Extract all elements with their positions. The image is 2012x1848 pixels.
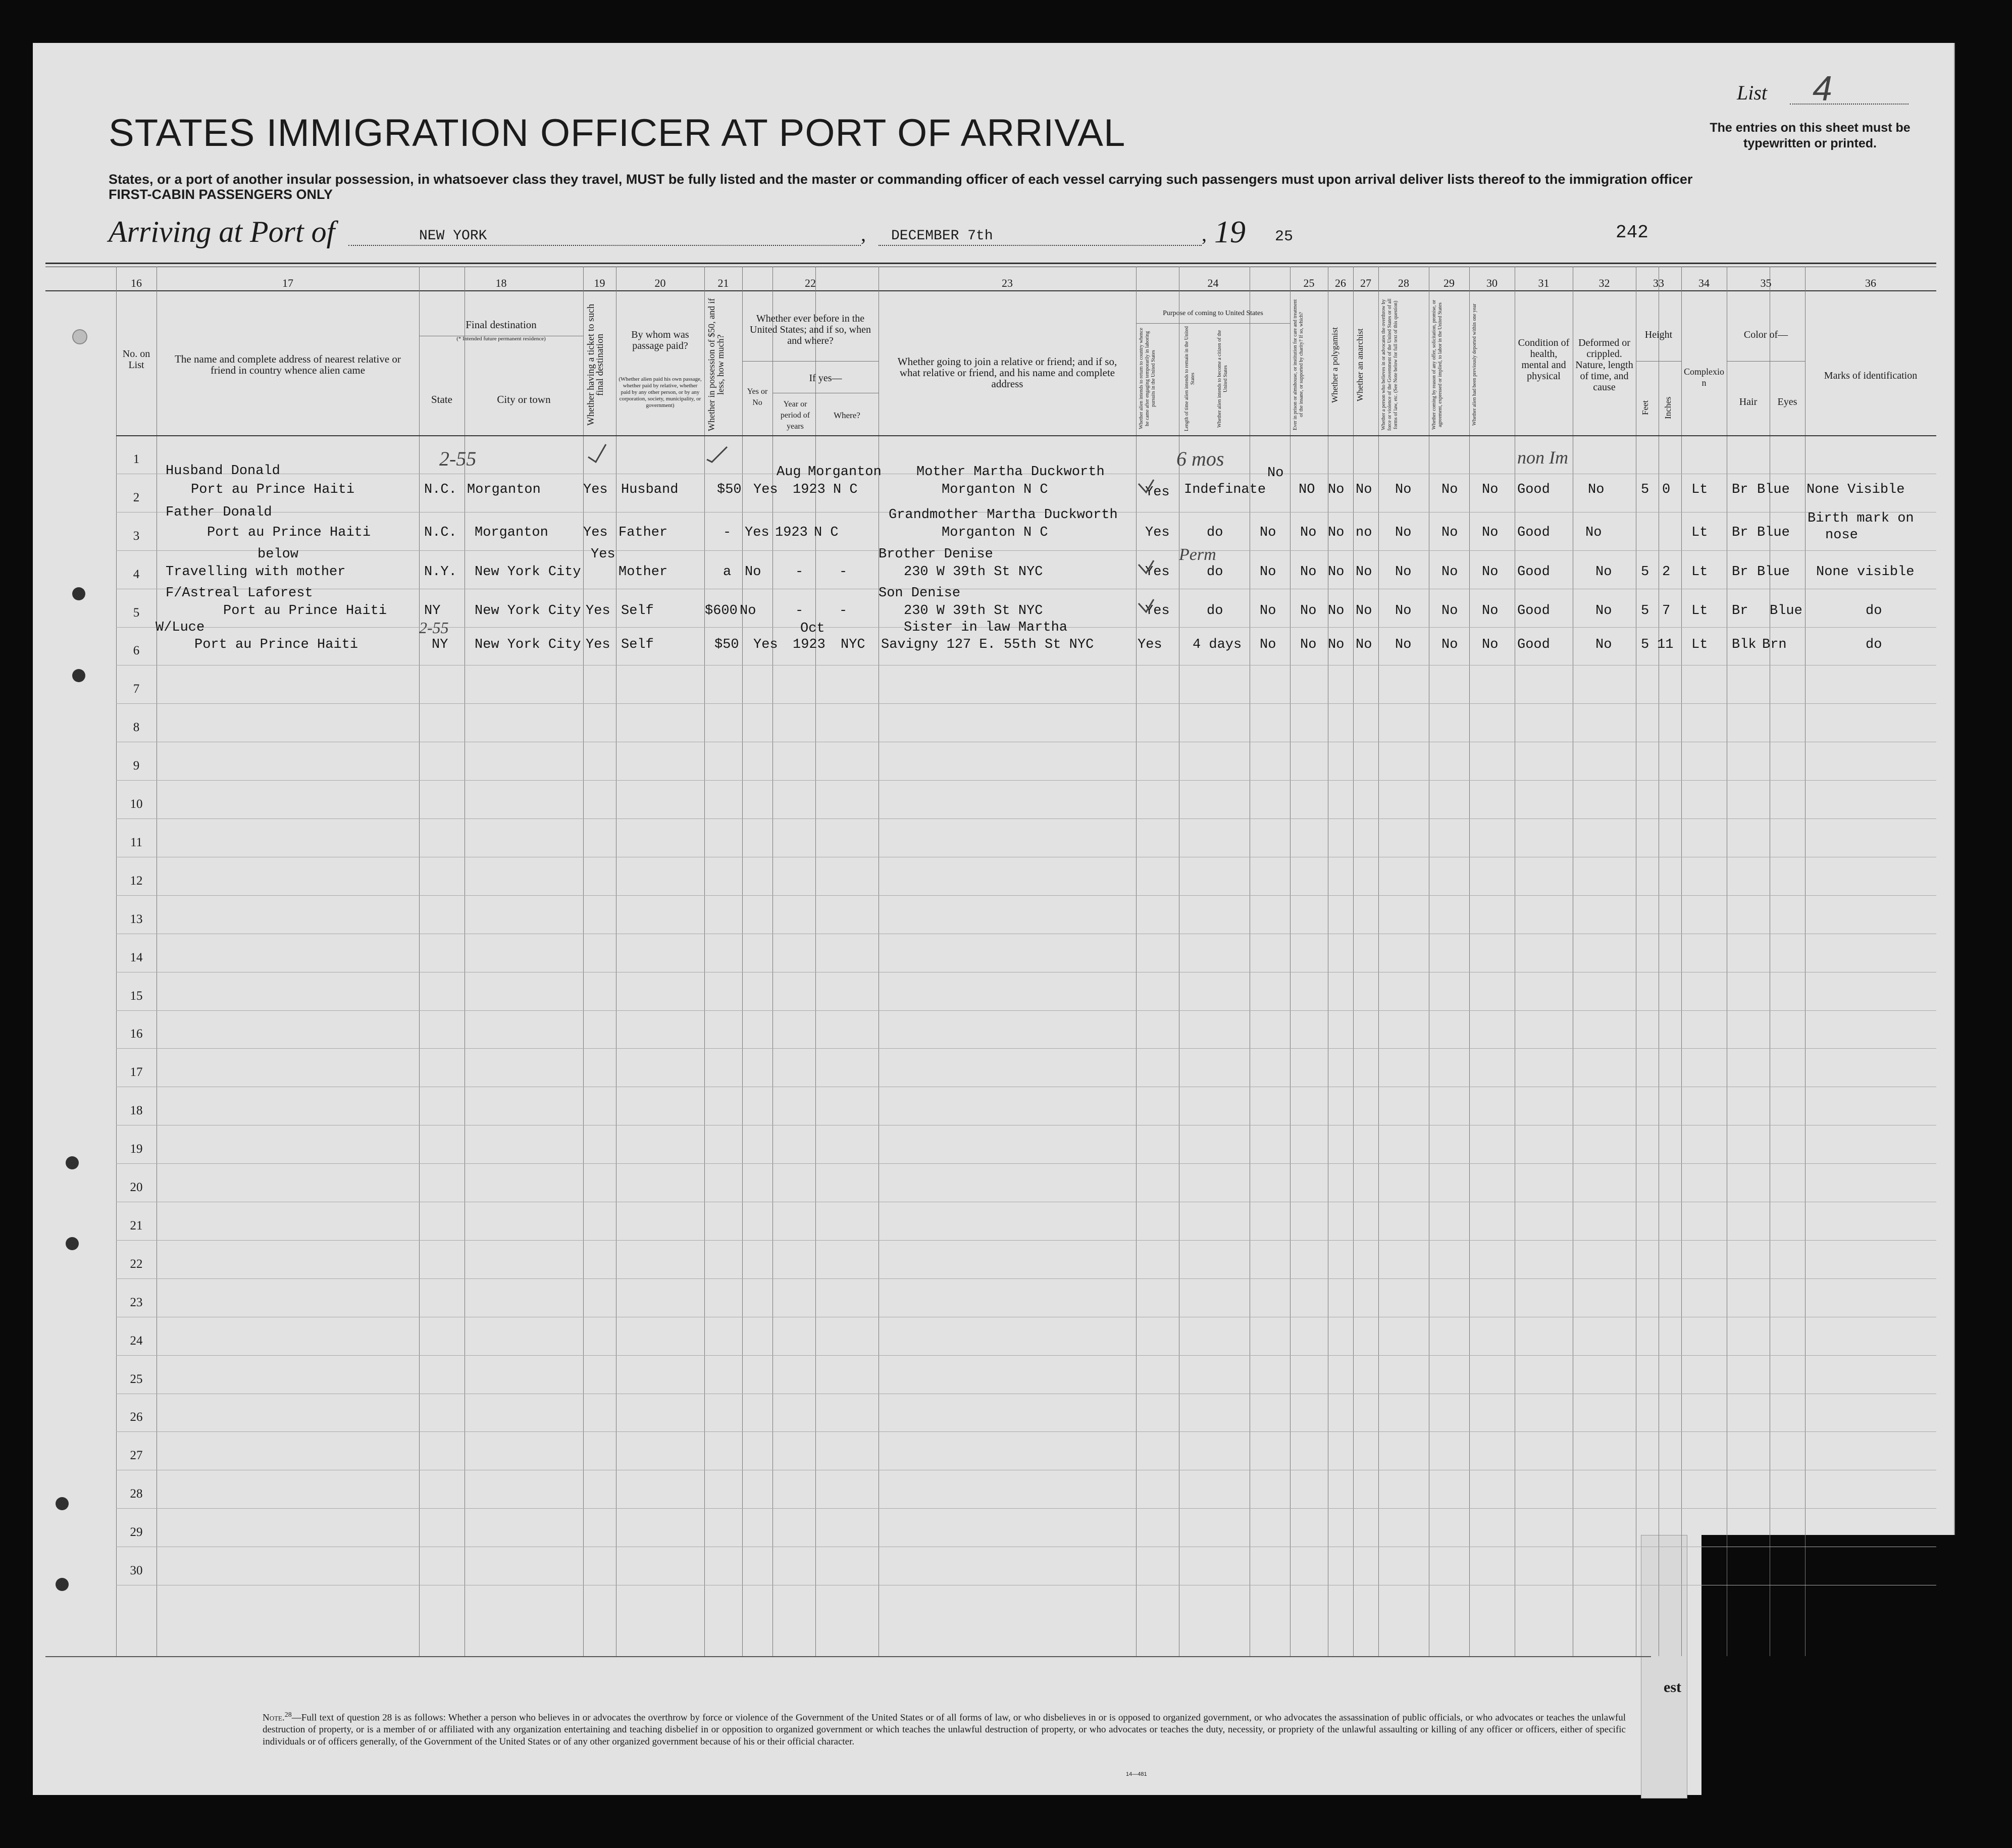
column-number: 36 bbox=[1865, 277, 1876, 289]
column-number: 33 bbox=[1653, 277, 1664, 289]
entry-before-where: N C bbox=[814, 525, 839, 540]
entry-deformed: No bbox=[1585, 525, 1602, 540]
entry-before-where: - bbox=[839, 564, 848, 580]
entry-before-year: - bbox=[795, 564, 804, 580]
header-joining: Whether going to join a relative or friend; and if so, what relative or friend, and his name and complete address bbox=[897, 355, 1117, 390]
entry-polygamist: No bbox=[1328, 603, 1345, 619]
header-ticket: Whether having a ticket to such final destination bbox=[586, 303, 605, 426]
entry-marks: None visible bbox=[1816, 564, 1915, 580]
row-number: 16 bbox=[130, 1027, 143, 1041]
header-polygamist: Whether a polygamist bbox=[1330, 327, 1339, 403]
entry-length: do bbox=[1207, 603, 1223, 619]
column-number: 29 bbox=[1443, 277, 1455, 289]
table-bottom-rule bbox=[45, 1656, 1651, 1657]
entry-health: Good bbox=[1517, 482, 1550, 497]
header-if-yes: If yes— bbox=[809, 373, 842, 384]
entry-marks: Birth mark on bbox=[1808, 511, 1914, 526]
entry-health: Good bbox=[1517, 637, 1550, 652]
header-relative: The name and complete address of nearest relative or friend in country whence alien came bbox=[175, 353, 401, 376]
entry-eyes: Blue bbox=[1757, 564, 1790, 580]
entry-ticket: Yes bbox=[591, 547, 615, 562]
entry-prison: No bbox=[1300, 525, 1317, 540]
entry-hair: Br bbox=[1732, 525, 1748, 540]
entry-relative: Port au Prince Haiti bbox=[191, 482, 355, 497]
entry-hair: Blk bbox=[1732, 637, 1757, 652]
handwritten-annotation: Perm bbox=[1179, 545, 1216, 564]
entry-length: Indefinate bbox=[1184, 482, 1266, 497]
header-city: City or town bbox=[497, 393, 551, 405]
row-number: 7 bbox=[133, 682, 140, 696]
entry-citizen: No bbox=[1267, 466, 1284, 481]
entry-relative: W/Luce bbox=[156, 620, 205, 635]
entry-polygamist: No bbox=[1328, 564, 1345, 580]
row-number: 22 bbox=[130, 1257, 143, 1271]
entry-inches: 7 bbox=[1662, 603, 1671, 619]
entry-length: 4 days bbox=[1193, 637, 1242, 652]
entry-money: $50 bbox=[714, 637, 739, 652]
entry-complexion: Lt bbox=[1691, 603, 1708, 619]
passenger-class: FIRST-CABIN PASSENGERS ONLY bbox=[109, 187, 333, 202]
row-number: 12 bbox=[130, 874, 143, 888]
column-number: 20 bbox=[654, 277, 666, 289]
header-purpose-citizen: Whether alien intends to become a citizen of the United States bbox=[1217, 330, 1228, 428]
entry-passage: Self bbox=[621, 637, 654, 652]
row-number: 19 bbox=[130, 1142, 143, 1156]
stub-text: est bbox=[1664, 1679, 1681, 1696]
entry-feet: 5 bbox=[1641, 482, 1649, 497]
port-value: NEW YORK bbox=[419, 228, 487, 244]
header-passage-note: (Whether alien paid his own passage, whether paid by relative, whether paid by any other person, or by any corporation, society, municipality, or government) bbox=[618, 376, 702, 408]
check-mark bbox=[1139, 599, 1154, 612]
list-number: 4 bbox=[1813, 69, 1832, 108]
entry-prison: NO bbox=[1299, 482, 1315, 497]
row-number: 13 bbox=[130, 912, 143, 926]
row-number: 2 bbox=[133, 491, 140, 504]
column-number: 16 bbox=[131, 277, 142, 289]
header-year-period: Year or period of years bbox=[780, 400, 810, 431]
header-state: State bbox=[431, 393, 452, 405]
entry-eyes: Blue bbox=[1757, 525, 1790, 540]
header-offer: Whether coming by reason of any offer, solicitation, promise, or agreement, expressed or implied, to labor in the United States bbox=[1431, 299, 1443, 430]
entry-return: Yes bbox=[1145, 603, 1170, 619]
entry-deported: No bbox=[1482, 482, 1499, 497]
entry-ticket: Yes bbox=[583, 525, 608, 540]
header-purpose: Purpose of coming to United States bbox=[1163, 310, 1263, 317]
column-number: 30 bbox=[1486, 277, 1498, 289]
row-number: 15 bbox=[130, 989, 143, 1003]
entry-hair: Br bbox=[1732, 564, 1748, 580]
header-final-destination-note: (* Intended future permanent residence) bbox=[456, 336, 546, 342]
entry-before: Yes bbox=[745, 525, 769, 540]
entry-before-year: 1923 bbox=[793, 637, 826, 652]
entry-relative: Port au Prince Haiti bbox=[207, 525, 371, 540]
entry-offer: No bbox=[1441, 603, 1458, 619]
entry-join: Sister in law Martha bbox=[904, 620, 1068, 635]
entry-prison: No bbox=[1300, 564, 1317, 580]
entry-deformed: No bbox=[1595, 603, 1612, 619]
entry-offer: No bbox=[1441, 482, 1458, 497]
footnote bbox=[263, 1709, 1626, 1748]
entry-polygamist: No bbox=[1328, 482, 1345, 497]
entry-complexion: Lt bbox=[1691, 525, 1708, 540]
entry-polygamist: No bbox=[1328, 637, 1345, 652]
entry-marks: do bbox=[1866, 603, 1882, 619]
form-code: 14—481 bbox=[1126, 1771, 1147, 1777]
entry-join: Brother Denise bbox=[879, 547, 993, 562]
entry-citizen: No bbox=[1260, 637, 1276, 652]
column-number: 24 bbox=[1207, 277, 1219, 289]
row-number: 14 bbox=[130, 951, 143, 964]
entry-join: Mother Martha Duckworth bbox=[916, 465, 1105, 480]
entry-join: Son Denise bbox=[879, 586, 961, 601]
entry-passage: Father bbox=[618, 525, 668, 540]
column-number: 22 bbox=[805, 277, 816, 289]
entry-before: No bbox=[740, 603, 756, 619]
column-number: 21 bbox=[717, 277, 729, 289]
typewritten-note: The entries on this sheet must be typewritten or printed. bbox=[1710, 121, 1911, 150]
header-marks: Marks of identification bbox=[1824, 370, 1918, 381]
check-mark bbox=[1139, 480, 1154, 492]
entry-return: Yes bbox=[1138, 637, 1162, 652]
entry-eyes: Blue bbox=[1757, 482, 1790, 497]
entry-offer: No bbox=[1441, 525, 1458, 540]
handwritten-annotation: non Im bbox=[1517, 447, 1568, 468]
entry-offer: No bbox=[1441, 564, 1458, 580]
entry-prison: No bbox=[1300, 637, 1317, 652]
entry-anarchist: No bbox=[1356, 637, 1372, 652]
entry-overthrow: No bbox=[1395, 482, 1412, 497]
header-inches: Inches bbox=[1663, 396, 1673, 419]
row-number: 6 bbox=[133, 644, 140, 657]
entry-join: 230 W 39th St NYC bbox=[904, 603, 1043, 619]
row-number: 11 bbox=[130, 836, 143, 849]
entry-before-year: - bbox=[795, 603, 804, 619]
entry-relative: below bbox=[257, 547, 299, 562]
entry-relative: Travelling with mother bbox=[166, 564, 346, 580]
entry-marks: do bbox=[1866, 637, 1882, 652]
year-suffix: 25 bbox=[1275, 228, 1294, 245]
column-number: 34 bbox=[1698, 277, 1710, 289]
entry-prison: No bbox=[1300, 603, 1317, 619]
entry-passage: Husband bbox=[621, 482, 679, 497]
entry-complexion: Lt bbox=[1691, 482, 1708, 497]
row-number: 4 bbox=[133, 568, 140, 581]
entry-money: $50 bbox=[717, 482, 742, 497]
handwritten-annotation: 2-55 bbox=[419, 619, 449, 637]
header-final-destination: Final destination bbox=[466, 319, 537, 331]
entry-deformed: No bbox=[1588, 482, 1605, 497]
column-number: 19 bbox=[594, 277, 605, 289]
header-eyes: Eyes bbox=[1777, 396, 1797, 407]
entry-deformed: No bbox=[1595, 564, 1612, 580]
row-number: 27 bbox=[130, 1449, 143, 1462]
entry-state: NY bbox=[432, 637, 448, 652]
entry-state: NY bbox=[424, 603, 441, 619]
row-number: 29 bbox=[130, 1525, 143, 1539]
header-passage: By whom was passage paid? bbox=[631, 329, 689, 351]
entry-state: N.Y. bbox=[424, 564, 457, 580]
header-height: Height bbox=[1644, 329, 1673, 340]
entry-return: Yes bbox=[1145, 564, 1170, 580]
header-complexion: Complexion bbox=[1684, 367, 1724, 388]
question-number: 28 bbox=[284, 1711, 292, 1719]
entry-overthrow: No bbox=[1395, 637, 1412, 652]
entry-join: Morganton N C bbox=[942, 525, 1048, 540]
page-title: STATES IMMIGRATION OFFICER AT PORT OF ARRIVAL bbox=[109, 112, 1126, 155]
entry-offer: No bbox=[1441, 637, 1458, 652]
check-mark bbox=[707, 447, 727, 462]
row-number: 8 bbox=[133, 721, 140, 734]
entry-relative: Husband Donald bbox=[166, 464, 280, 479]
header-hair: Hair bbox=[1739, 396, 1758, 407]
entry-ticket: Yes bbox=[586, 603, 610, 619]
row-number: 5 bbox=[133, 606, 140, 620]
row-number: 24 bbox=[130, 1334, 143, 1348]
header-where: Where? bbox=[834, 410, 860, 420]
row-number: 23 bbox=[130, 1296, 143, 1309]
column-number: 25 bbox=[1303, 277, 1315, 289]
column-number: 35 bbox=[1760, 277, 1772, 289]
entry-deported: No bbox=[1482, 525, 1499, 540]
entry-money: a bbox=[723, 564, 732, 580]
column-number: 26 bbox=[1335, 277, 1346, 289]
entry-hair: Br bbox=[1732, 603, 1748, 619]
entry-anarchist: No bbox=[1356, 482, 1372, 497]
row-number: 21 bbox=[130, 1219, 143, 1233]
entry-deformed: No bbox=[1595, 637, 1612, 652]
entry-citizen: No bbox=[1260, 564, 1276, 580]
entry-feet: 5 bbox=[1641, 603, 1649, 619]
header-yes-or-no: Yes or No bbox=[747, 387, 768, 407]
entry-relative: Port au Prince Haiti bbox=[223, 603, 387, 619]
row-number: 3 bbox=[133, 529, 140, 543]
entry-hair: Br bbox=[1732, 482, 1748, 497]
row-number: 28 bbox=[130, 1487, 143, 1501]
entry-relative: Port au Prince Haiti bbox=[194, 637, 358, 652]
header-purpose-length: Length of time alien intends to remain in the United States bbox=[1184, 326, 1196, 432]
header-prison: Ever in prison or almshouse, or institution for care and treatment of the insane, or supported by charity? If so, which? bbox=[1293, 299, 1304, 431]
entry-overthrow: No bbox=[1395, 525, 1412, 540]
note-label: Note. bbox=[263, 1712, 285, 1723]
entry-before-where: NYC bbox=[841, 637, 865, 652]
date-value: DECEMBER 7th bbox=[891, 228, 993, 244]
entry-city: Morganton bbox=[475, 525, 548, 540]
row-number: 10 bbox=[130, 797, 143, 811]
entry-money: $600 bbox=[705, 603, 738, 619]
entry-anarchist: No bbox=[1356, 564, 1372, 580]
row-number: 20 bbox=[130, 1180, 143, 1194]
entry-marks: nose bbox=[1825, 528, 1858, 543]
entry-before-where: Morganton bbox=[808, 465, 882, 480]
entry-ticket: Yes bbox=[583, 482, 608, 497]
handwritten-annotation: 6 mos bbox=[1176, 447, 1224, 470]
header-purpose-return: Whether alien intends to return to country whence he came after engaging temporarily in laboring pursuits in the United States bbox=[1139, 328, 1156, 430]
column-number: 32 bbox=[1598, 277, 1610, 289]
entry-overthrow: No bbox=[1395, 603, 1412, 619]
entry-anarchist: No bbox=[1356, 603, 1372, 619]
entry-health: Good bbox=[1517, 603, 1550, 619]
entry-before-year: 1923 bbox=[775, 525, 808, 540]
entry-join: Savigny 127 E. 55th St NYC bbox=[881, 637, 1094, 652]
entry-return: Yes bbox=[1145, 525, 1170, 540]
entry-before-year: Aug bbox=[777, 465, 801, 480]
row-number: 18 bbox=[130, 1104, 143, 1117]
row-number: 25 bbox=[130, 1372, 143, 1386]
header-anarchist: Whether an anarchist bbox=[1355, 328, 1365, 401]
header-money: Whether in possession of $50, and if less, how much? bbox=[706, 298, 726, 432]
entry-before: Yes bbox=[753, 637, 778, 652]
note-text: —Full text of question 28 is as follows: Whether a person who believes in or advocates the overthrow by force or violence of the Government of the United States or of all forms of law, or who disbelieves in or is opposed to organized government, or who advocates the assassination of public officials, or who advocates or teaches the unlawful destruction of property, or is a member of or affiliated with any organization entertaining and teaching disbelief in or opposition to organized government or which teaches the unlawful destruction of property, or who advocates or teaches the duty, necessity, or propriety of the unlawful assaulting or killing of any officer or officers, either of specific individuals or of officers generally, of the Government of the United States or of any other organized government because of his or their official character. bbox=[263, 1712, 1626, 1748]
entry-polygamist: No bbox=[1328, 525, 1345, 540]
entry-before-where: - bbox=[839, 603, 848, 619]
column-number: 28 bbox=[1398, 277, 1409, 289]
entry-money: - bbox=[723, 525, 732, 540]
entry-relative: F/Astreal Laforest bbox=[166, 586, 313, 601]
entry-passage: Self bbox=[621, 603, 654, 619]
comma: , bbox=[861, 223, 866, 245]
entry-ticket: Yes bbox=[586, 637, 610, 652]
entry-overthrow: No bbox=[1395, 564, 1412, 580]
header-deformed: Deformed or crippled. Nature, length of time, and cause bbox=[1575, 337, 1633, 393]
entry-passage: Mother bbox=[618, 564, 668, 580]
comma: , bbox=[1202, 223, 1207, 245]
row-number: 9 bbox=[133, 759, 140, 773]
entry-state: N.C. bbox=[424, 525, 457, 540]
page-subtitle: States, or a port of another insular possession, in whatsoever class they travel, MUST be fully listed and the master or commanding officer of each vessel carrying such passengers must upon arrival deliver lists thereof to the immigration officer bbox=[109, 172, 1693, 187]
entry-city: New York City bbox=[475, 564, 581, 580]
entry-join: 230 W 39th St NYC bbox=[904, 564, 1043, 580]
entry-feet: 5 bbox=[1641, 637, 1649, 652]
column-number: 27 bbox=[1360, 277, 1371, 289]
entry-citizen: No bbox=[1260, 603, 1276, 619]
entry-deported: No bbox=[1482, 603, 1499, 619]
entry-marks: None Visible bbox=[1807, 482, 1905, 497]
check-mark bbox=[588, 444, 606, 462]
entry-join: Grandmother Martha Duckworth bbox=[889, 507, 1118, 523]
entry-before-year: 1923 bbox=[793, 482, 826, 497]
entry-length: do bbox=[1207, 525, 1223, 540]
entry-health: Good bbox=[1517, 564, 1550, 580]
entry-anarchist: no bbox=[1356, 525, 1372, 540]
entry-state: N.C. bbox=[424, 482, 457, 497]
column-number: 18 bbox=[495, 277, 507, 289]
entry-relative: Father Donald bbox=[166, 505, 272, 520]
sheet-number: 242 bbox=[1616, 222, 1648, 243]
row-number: 1 bbox=[133, 452, 140, 466]
entry-before: No bbox=[745, 564, 761, 580]
row-number: 26 bbox=[130, 1410, 143, 1424]
row-number: 30 bbox=[130, 1564, 143, 1577]
entry-city: New York City bbox=[475, 637, 581, 652]
header-overthrow: Whether a person who believes in or advocates the overthrow by force or violence of the Government of the United States or of all forms of law, etc. (See Note below for full text of this question) bbox=[1381, 298, 1399, 431]
year-prefix: 19 bbox=[1214, 215, 1246, 249]
entry-health: Good bbox=[1517, 525, 1550, 540]
entry-return: Yes bbox=[1145, 485, 1170, 500]
entry-inches: 2 bbox=[1662, 564, 1671, 580]
header-health: Condition of health, mental and physical bbox=[1518, 337, 1570, 382]
header-deported: Whether alien had been previously deported within one year bbox=[1472, 303, 1477, 426]
arriving-label: Arriving at Port of bbox=[109, 215, 335, 248]
entry-before-year: Oct bbox=[800, 621, 825, 636]
column-number: 17 bbox=[282, 277, 293, 289]
column-number: 31 bbox=[1538, 277, 1550, 289]
entry-before-where: N C bbox=[833, 482, 858, 497]
entry-eyes: Blue bbox=[1770, 603, 1802, 619]
header-feet: Feet bbox=[1640, 400, 1650, 416]
entry-length: do bbox=[1207, 564, 1223, 580]
entry-inches: 0 bbox=[1662, 482, 1671, 497]
list-label: List bbox=[1737, 81, 1768, 104]
entry-eyes: Brn bbox=[1762, 637, 1787, 652]
check-mark bbox=[1139, 560, 1154, 573]
header-color-of: Color of— bbox=[1743, 329, 1788, 340]
entry-before: Yes bbox=[753, 482, 778, 497]
entry-deported: No bbox=[1482, 564, 1499, 580]
handwritten-annotation: 2-55 bbox=[439, 447, 477, 470]
entry-city: Morganton bbox=[467, 482, 541, 497]
header-no-on-list: No. on List bbox=[122, 348, 150, 371]
entry-deported: No bbox=[1482, 637, 1499, 652]
entry-complexion: Lt bbox=[1691, 564, 1708, 580]
column-number: 23 bbox=[1002, 277, 1013, 289]
entry-city: New York City bbox=[475, 603, 581, 619]
entry-feet: 5 bbox=[1641, 564, 1649, 580]
entry-join: Morganton N C bbox=[942, 482, 1048, 497]
header-before: Whether ever before in the United States; and if so, when and where? bbox=[750, 313, 871, 346]
entry-complexion: Lt bbox=[1691, 637, 1708, 652]
entry-inches: 11 bbox=[1657, 637, 1674, 652]
row-number: 17 bbox=[130, 1065, 143, 1079]
entry-citizen: No bbox=[1260, 525, 1276, 540]
